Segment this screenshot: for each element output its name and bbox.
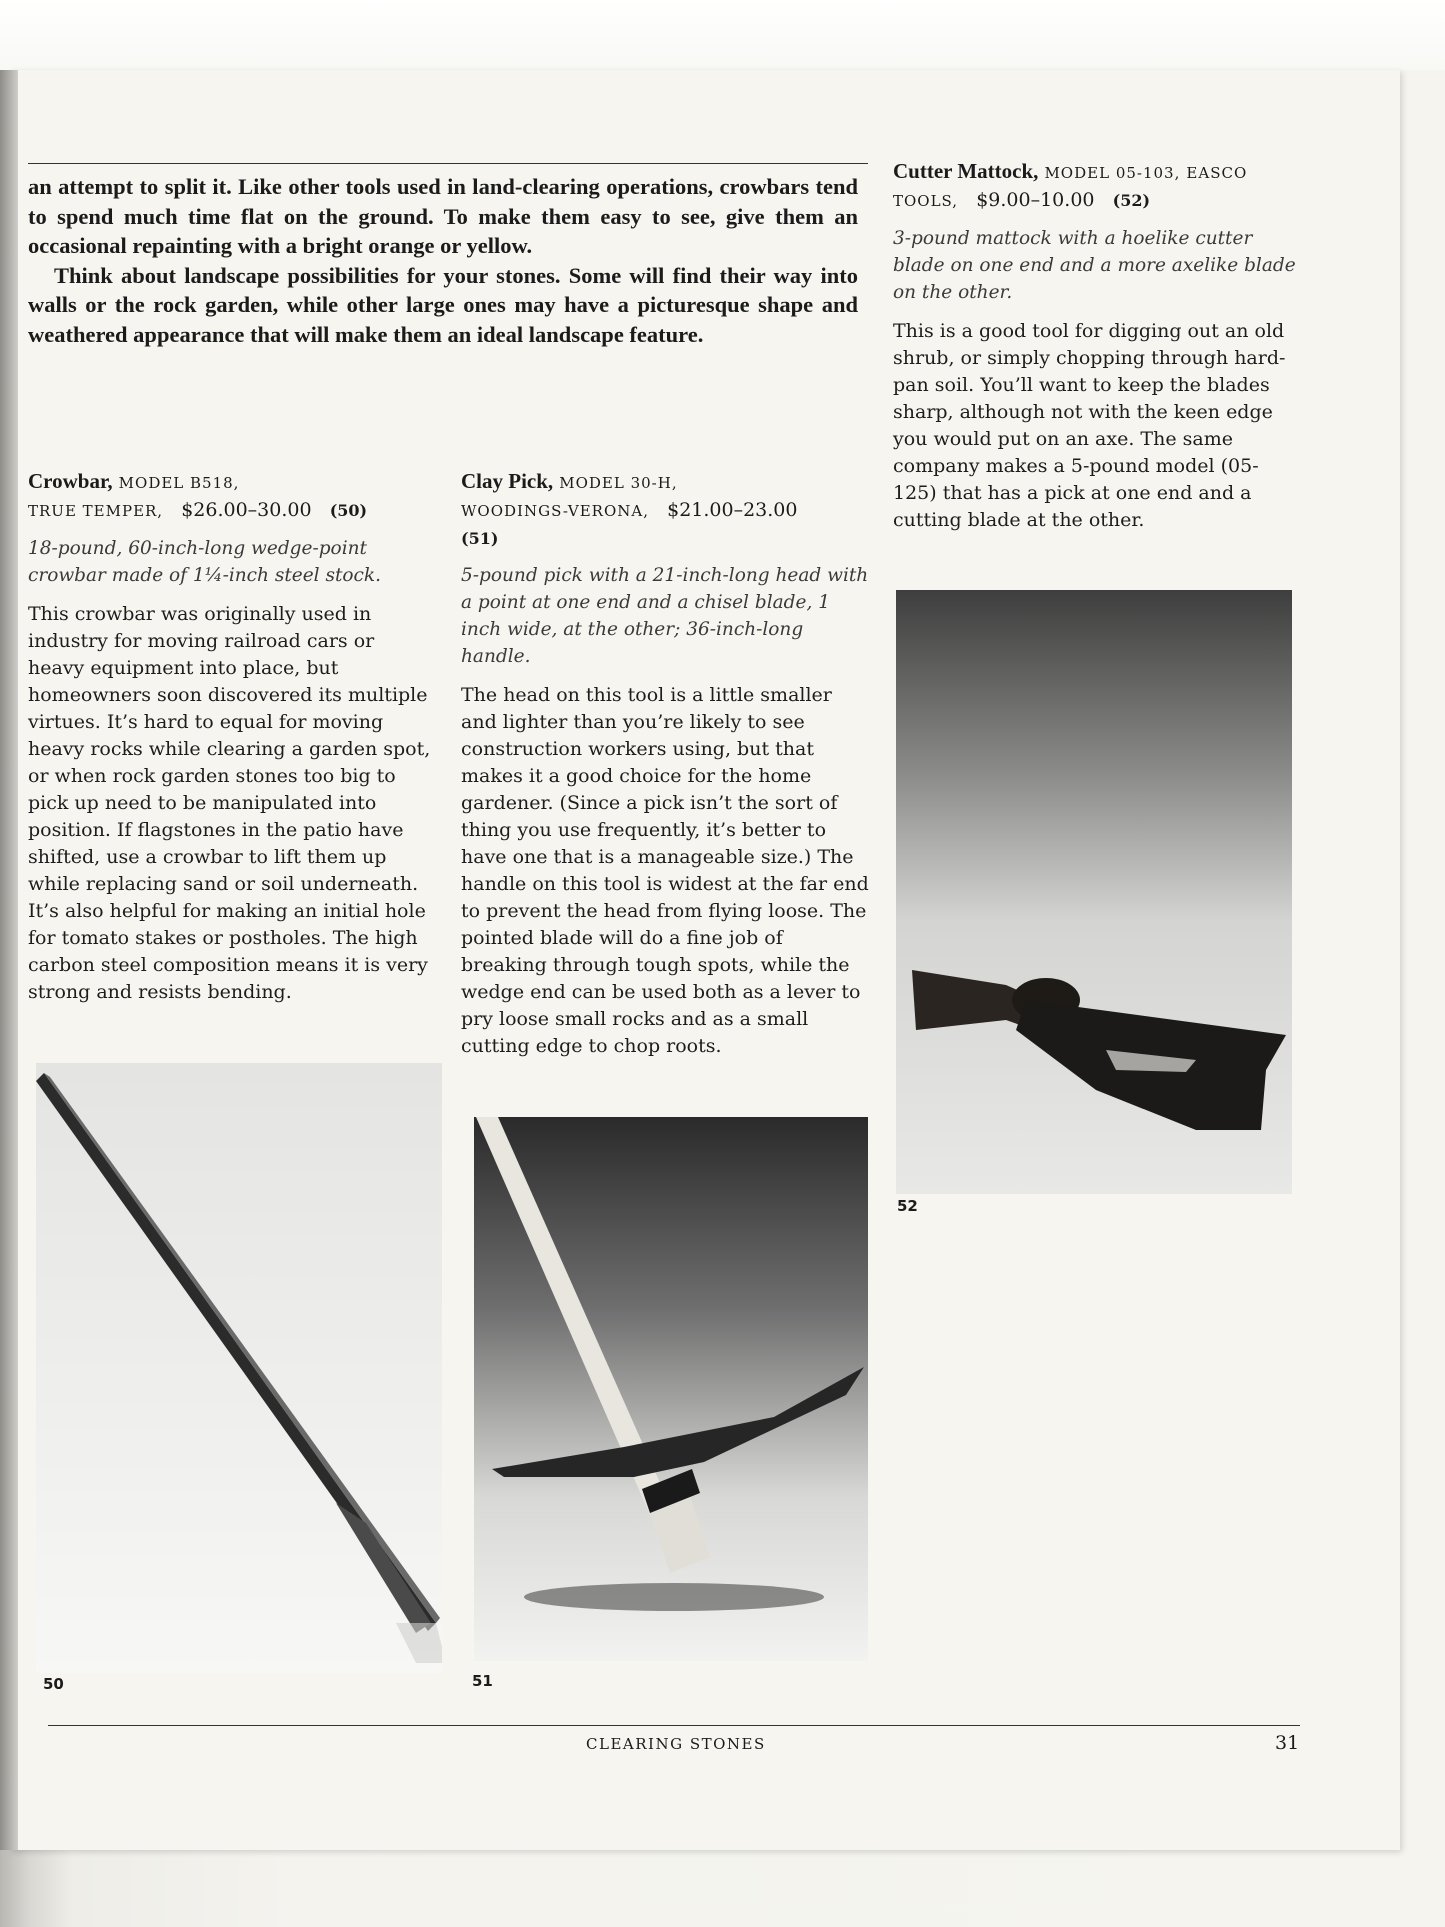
- footer-section-title: CLEARING STONES: [586, 1735, 766, 1753]
- cutter-mattock-entry: [893, 158, 1298, 534]
- clay-pick-photo: [474, 1117, 868, 1661]
- item-ref: (51): [461, 529, 499, 548]
- item-model: MODEL B518,: [118, 474, 240, 492]
- top-rule: [28, 163, 868, 164]
- crowbar-photo: [36, 1063, 442, 1673]
- crowbar-caption: 50: [43, 1675, 64, 1693]
- item-price: $21.00–23.00: [667, 499, 798, 521]
- intro-paragraph-2: Think about landscape possibilities for your stones. Some will find their way into walls or the rock garden, while other large ones may have a picturesque shape and weathered appearance that will make them an ideal landscape feature.: [28, 262, 858, 347]
- top-margin: [0, 0, 1445, 70]
- cutter-mattock-heading: [893, 158, 1298, 215]
- item-description: The head on this tool is a little smaller and lighter than you’re likely to see construction workers using, but that makes it a good choice for the home gardener. (Since a pick isn’t the sort of thing you use frequently, it’s better to have one that is a manageable size.) The handle on this tool is widest at the far end to prevent the head from flying loose. The pointed blade will do a fine job of breaking through tough spots, while the wedge end can be used both as a lever to pry loose small rocks and as a small cutting edge to chop roots.: [461, 684, 869, 1057]
- item-price: $26.00–30.00: [181, 499, 312, 521]
- item-description: This is a good tool for digging out an old shrub, or simply chopping through hard-pan soil. You’ll want to keep the blades sharp, although not with the keen edge you would put on an axe. The same company makes a 5-pound model (05-125) that has a pick at one end and a cutting blade at the other.: [893, 320, 1286, 531]
- clay-pick-caption: 51: [472, 1672, 493, 1690]
- clay-pick-entry: [461, 468, 871, 1060]
- item-ref: (50): [329, 501, 368, 520]
- item-spec: 5-pound pick with a 21-inch-long head with a point at one end and a chisel blade, 1 inch wide, at the other; 36-inch-long handle.: [461, 565, 869, 667]
- item-ref: (52): [1112, 191, 1151, 210]
- intro-paragraph-1: an attempt to split it. Like other tools used in land-clearing operations, crowbars tend to spend much time flat on the ground. To make them easy to see, give them an occasional repainting with a bright orange or yellow.: [28, 174, 858, 259]
- intro-text: [28, 172, 858, 350]
- clay-pick-heading: [461, 468, 871, 552]
- item-model: MODEL 05-103,: [1044, 164, 1181, 182]
- item-maker: WOODINGS-VERONA,: [461, 502, 649, 520]
- item-maker: EASCO TOOLS,: [893, 164, 1248, 210]
- cutter-mattock-caption: 52: [897, 1197, 918, 1215]
- item-name: Clay Pick,: [461, 469, 554, 493]
- item-price: $9.00–10.00: [976, 189, 1095, 211]
- item-spec: 18-pound, 60-inch-long wedge-point crowbar made of 1¼-inch steel stock.: [28, 538, 381, 586]
- item-maker: TRUE TEMPER,: [28, 502, 164, 520]
- crowbar-heading: [28, 468, 433, 525]
- item-name: Cutter Mattock,: [893, 159, 1039, 183]
- crowbar-entry: [28, 468, 433, 1006]
- item-name: Crowbar,: [28, 469, 113, 493]
- item-description: This crowbar was originally used in industry for moving railroad cars or heavy equipment into place, but homeowners soon discovered its multiple virtues. It’s hard to equal for moving heavy rocks while clearing a garden spot, or when rock garden stones too big to pick up need to be manipulated into position. If flagstones in the patio have shifted, use a crowbar to lift them up while replacing sand or soil underneath. It’s also helpful for making an initial hole for tomato stakes or postholes. The high carbon steel composition means it is very strong and resists bending.: [28, 603, 431, 1003]
- page-number: 31: [1275, 1732, 1300, 1754]
- footer-rule: [48, 1725, 1300, 1726]
- cutter-mattock-photo: [896, 590, 1292, 1194]
- item-model: MODEL 30-H,: [559, 474, 678, 492]
- page-edge: [0, 70, 18, 1850]
- item-spec: 3-pound mattock with a hoelike cutter blade on one end and a more axelike blade on the other.: [893, 228, 1296, 303]
